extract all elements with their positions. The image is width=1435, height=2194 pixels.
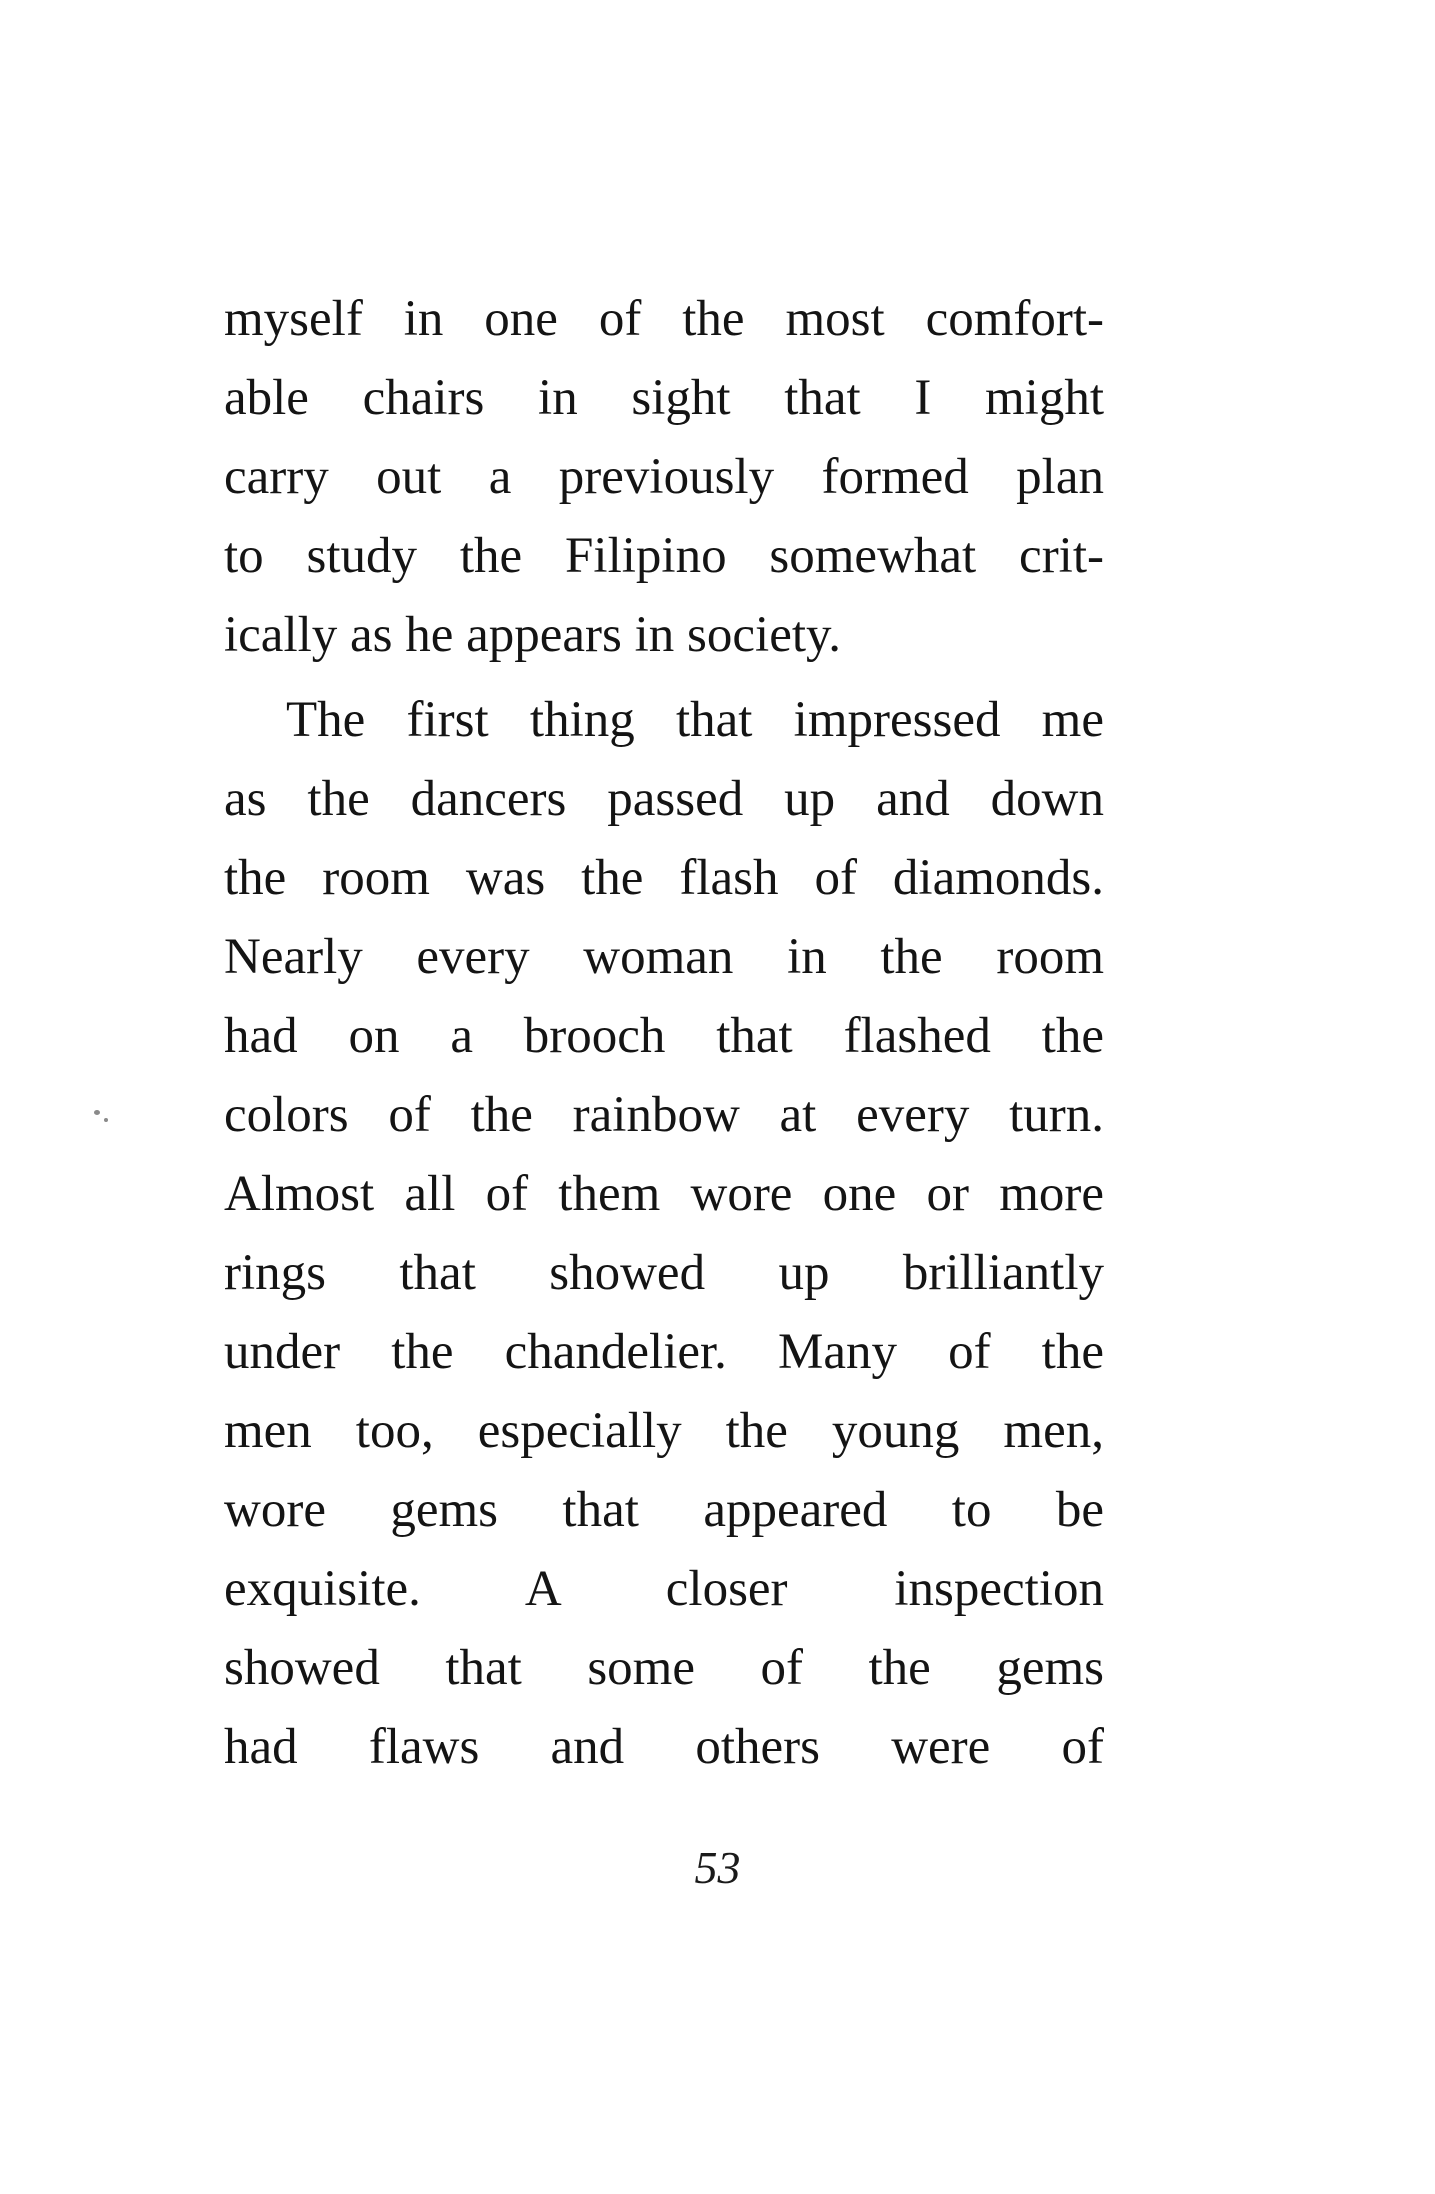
text-line: as the dancers passed up and down — [224, 771, 1104, 827]
text-line: the room was the flash of diamonds. — [224, 850, 1104, 906]
text-line: ically as he appears in society. — [224, 607, 841, 663]
page-number: 53 — [694, 1842, 741, 1893]
text-line: showed that some of the gems — [224, 1640, 1104, 1696]
text-line: had on a brooch that flashed the — [224, 1008, 1104, 1064]
text-line: able chairs in sight that I might — [224, 370, 1104, 426]
text-line: Almost all of them wore one or more — [224, 1166, 1104, 1222]
text-line: carry out a previously formed plan — [224, 449, 1104, 505]
text-line: colors of the rainbow at every turn. — [224, 1087, 1104, 1143]
paragraph-1 — [224, 280, 1104, 675]
paragraph-2 — [224, 681, 1104, 1787]
text-line: myself in one of the most comfort- — [224, 291, 1104, 347]
text-line: The first thing that impressed me — [286, 692, 1104, 748]
text-line: to study the Filipino somewhat crit- — [224, 528, 1104, 584]
text-line: wore gems that appeared to be — [224, 1482, 1104, 1538]
text-line: rings that showed up brilliantly — [224, 1245, 1104, 1301]
text-line: had flaws and others were of — [224, 1719, 1104, 1775]
text-line: men too, especially the young men, — [224, 1403, 1104, 1459]
text-line: Nearly every woman in the room — [224, 929, 1104, 985]
text-line: under the chandelier. Many of the — [224, 1324, 1104, 1380]
scan-speck — [94, 1110, 100, 1115]
scan-speck — [104, 1118, 108, 1122]
body-text — [224, 280, 1104, 1787]
text-line: exquisite. A closer inspection — [224, 1561, 1104, 1617]
